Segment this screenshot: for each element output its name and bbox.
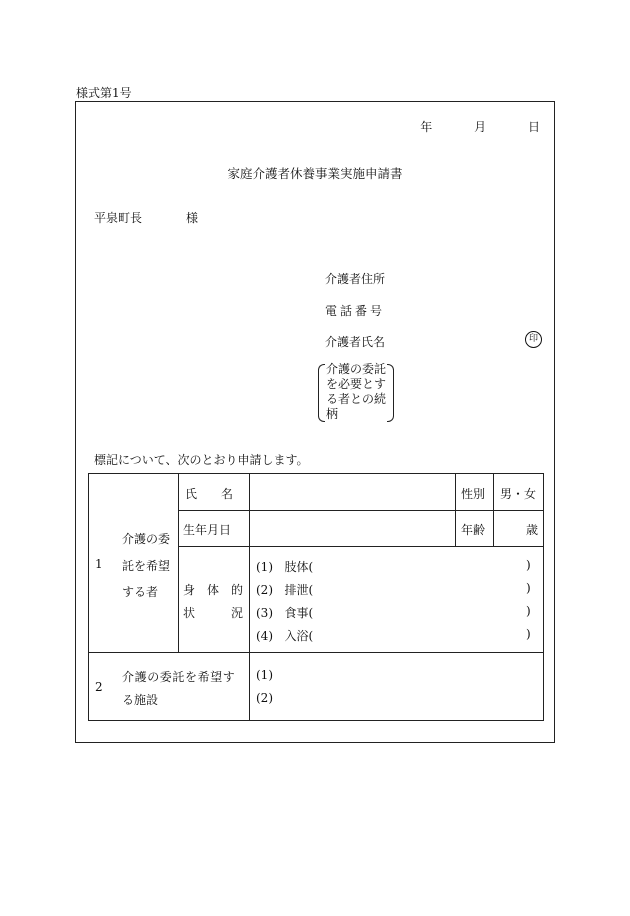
recipient-suffix: 様 (186, 211, 199, 225)
form-number: 様式第1号 (76, 86, 132, 100)
relation-bracket-right (387, 364, 394, 422)
age-unit: 歳 (526, 523, 539, 537)
application-table (88, 473, 544, 721)
section1-label-line3: する者 (122, 585, 159, 599)
applicant-address-label: 介護者住所 (325, 272, 386, 286)
condition-row (256, 627, 313, 644)
section2-label-line1: 介護の委託を希望す (122, 670, 236, 684)
date-month-label: 月 (474, 120, 487, 134)
recipient (94, 209, 198, 226)
date-line (382, 118, 540, 135)
gender-value: 男・女 (500, 487, 537, 501)
date-year-label: 年 (420, 120, 433, 134)
condition-row (256, 581, 313, 598)
condition-label-line1: 身 体 的 (183, 583, 244, 597)
condition-label-line2: 状 況 (183, 606, 244, 620)
condition-number: (2) (256, 583, 273, 597)
table-line (89, 652, 543, 653)
condition-label: 食事( (284, 606, 314, 620)
condition-close: ) (526, 581, 531, 595)
condition-row (256, 604, 313, 621)
relation-field (318, 364, 394, 424)
name-label: 氏 名 (185, 487, 234, 501)
section2-number: 2 (95, 680, 103, 694)
section1-label-line2: 託を希望 (122, 559, 171, 573)
facility-item-1: (1) (256, 668, 273, 682)
age-label: 年齢 (461, 523, 486, 537)
table-line (178, 474, 179, 652)
condition-number: (1) (256, 560, 273, 574)
gender-label: 性別 (461, 487, 486, 501)
relation-label: 介護の委託を必要とする者との続柄 (326, 362, 387, 421)
condition-label: 排泄( (284, 583, 314, 597)
section1-number: 1 (95, 557, 103, 571)
table-line (178, 546, 543, 547)
section1-label-line1: 介護の委 (122, 532, 171, 546)
date-day-label: 日 (527, 120, 540, 134)
facility-item-2: (2) (256, 691, 273, 705)
intro-text: 標記について、次のとおり申請します。 (94, 453, 309, 467)
table-line (178, 510, 543, 511)
document-title: 家庭介護者休養事業実施申請書 (227, 166, 403, 181)
condition-row (256, 558, 313, 575)
condition-number: (4) (256, 629, 273, 643)
condition-close: ) (526, 558, 531, 572)
dob-label: 生年月日 (183, 523, 232, 537)
applicant-name-label: 介護者氏名 (325, 335, 386, 349)
section2-label-line2: る施設 (122, 693, 159, 707)
recipient-name: 平泉町長 (94, 211, 143, 225)
condition-close: ) (526, 604, 531, 618)
condition-label: 入浴( (284, 629, 314, 643)
applicant-phone-label: 電話番号 (325, 304, 386, 318)
condition-close: ) (526, 627, 531, 641)
seal-mark: 印 (525, 331, 542, 348)
condition-number: (3) (256, 606, 273, 620)
condition-label: 肢体( (284, 560, 314, 574)
relation-bracket-left (318, 364, 325, 422)
